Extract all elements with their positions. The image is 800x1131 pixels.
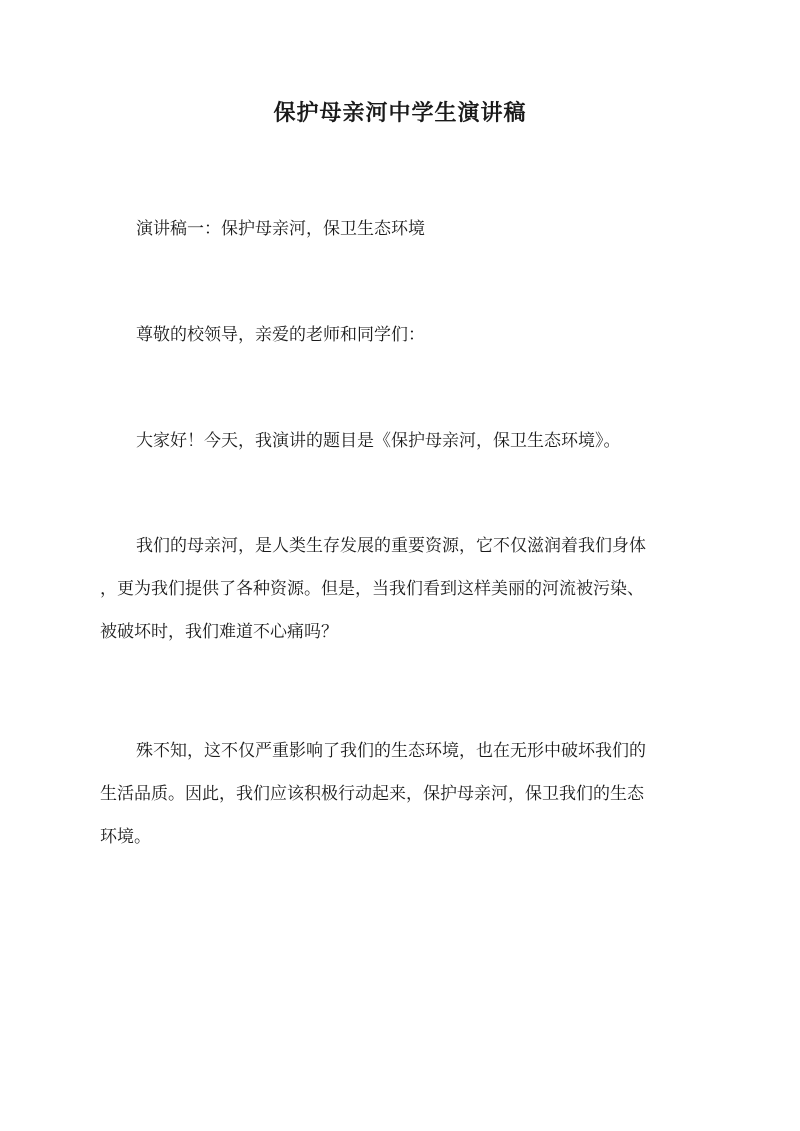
speech-heading-text: 演讲稿一：保护母亲河，保卫生态环境	[136, 219, 425, 239]
greeting-text: 大家好！今天，我演讲的题目是《保护母亲河，保卫生态环境》。	[136, 431, 621, 451]
paragraph-1-line: ，更为我们提供了各种资源。但是，当我们看到这样美丽的河流被污染、	[100, 579, 644, 599]
document-title: 保护母亲河中学生演讲稿	[273, 100, 527, 126]
salutation	[100, 314, 700, 357]
paragraph-1	[100, 525, 700, 654]
paragraph-2	[100, 730, 700, 859]
paragraph-2-line: 环境。	[100, 827, 151, 847]
paragraph-1-line: 我们的母亲河，是人类生存发展的重要资源，它不仅滋润着我们身体	[136, 536, 646, 556]
paragraph-1-line: 被破坏时，我们难道不心痛吗？	[100, 622, 338, 642]
greeting	[100, 420, 700, 463]
salutation-text: 尊敬的校领导，亲爱的老师和同学们：	[136, 325, 425, 345]
paragraph-2-line: 殊不知，这不仅严重影响了我们的生态环境，也在无形中破坏我们的	[136, 741, 646, 761]
speech-heading	[100, 208, 700, 251]
paragraph-2-line: 生活品质。因此，我们应该积极行动起来，保护母亲河，保卫我们的生态	[100, 784, 644, 804]
